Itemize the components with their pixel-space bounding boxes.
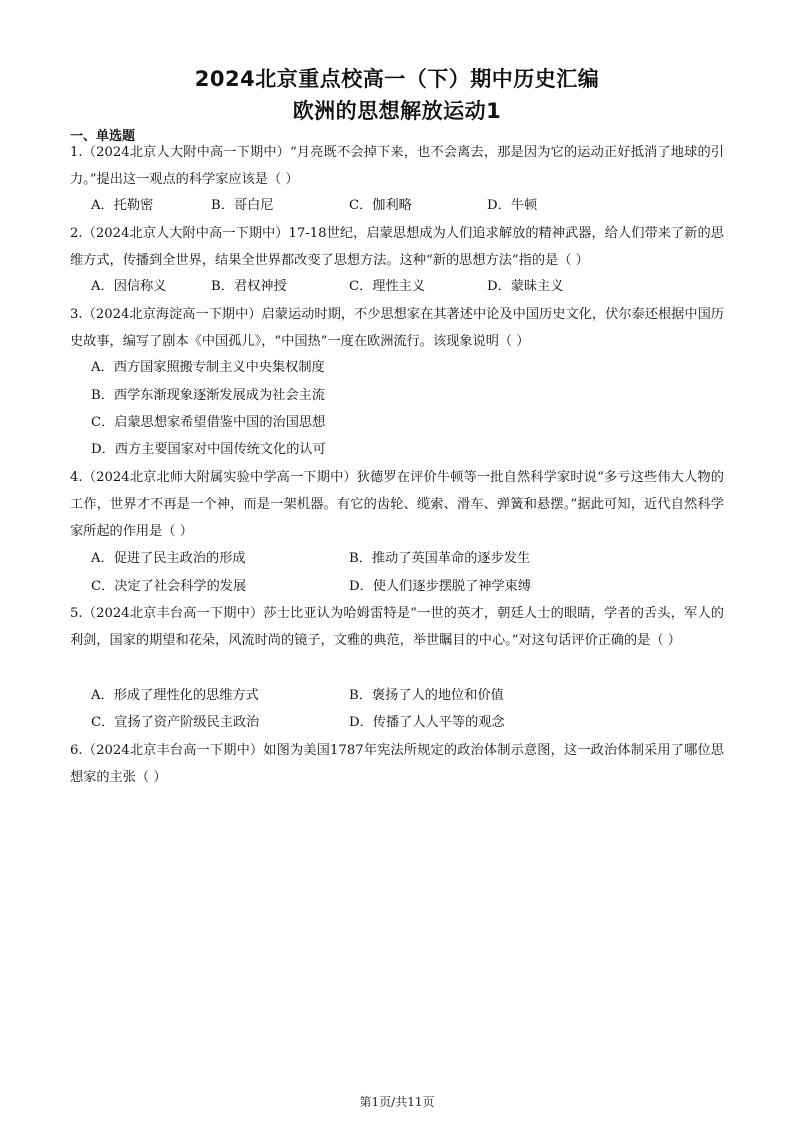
q2-option-a: A．因信称义	[91, 279, 167, 294]
q3-option-b: B．西学东渐现象逐渐发展成为社会主流	[91, 388, 325, 403]
q2-option-c: C．理性主义	[349, 279, 426, 294]
section-heading: 一、单选题	[70, 129, 136, 144]
document-title: 2024北京重点校高一（下）期中历史汇编	[194, 67, 600, 91]
q5-option-a: A．形成了理性化的思维方式	[91, 688, 259, 703]
question-4: 4.（2024北京北师大附属实验中学高一下期中）狄德罗在评价牛顿等一批自然科学家时说“多亏这些伟大人物的工作，世界才不再是一个神，而是一架机器。有它的齿轮、缆索、滑车、弹簧和悬摆。”据此可知，近代自然科学家所起的作用是（ ）	[70, 470, 724, 539]
q4-option-c: C．决定了社会科学的发展	[91, 579, 247, 594]
q2-option-b: B．君权神授	[211, 279, 287, 294]
q3-option-c: C．启蒙思想家希望借鉴中国的治国思想	[91, 415, 326, 430]
q2-option-d: D．蒙昧主义	[487, 279, 564, 294]
q3-option-d: D．西方主要国家对中国传统文化的认可	[91, 442, 326, 457]
q4-option-a: A．促进了民主政治的形成	[91, 551, 246, 566]
q5-option-d: D．传播了人人平等的观念	[349, 715, 505, 730]
q5-option-c: C．宣扬了资产阶级民主政治	[91, 715, 260, 730]
q4-option-b: B．推动了英国革命的逐步发生	[349, 551, 531, 566]
question-3: 3.（2024北京海淀高一下期中）启蒙运动时期，不少思想家在其著述中论及中国历史文化，伏尔泰还根据中国历史故事，编写了剧本《中国孤儿》，“中国热”一度在欧洲流行。该现象说明（ ）	[70, 307, 724, 349]
q3-option-a: A．西方国家照搬专制主义中央集权制度	[91, 360, 325, 375]
q5-option-b: B．褒扬了人的地位和价值	[349, 688, 504, 703]
q1-option-d: D．牛顿	[487, 198, 538, 213]
question-5: 5.（2024北京丰台高一下期中）莎士比亚认为哈姆雷特是“一世的英才，朝廷人士的眼睛，学者的舌头，军人的利剑，国家的期望和花朵，风流时尚的镜子，文雅的典范，举世瞩目的中心。”对这句话评价正确的是（ ）	[70, 606, 724, 648]
document-subtitle: 欧洲的思想解放运动1	[292, 99, 502, 123]
q1-option-a: A．托勒密	[91, 198, 154, 213]
question-6: 6.（2024北京丰台高一下期中）如图为美国1787年宪法所规定的政治体制示意图，这一政治体制采用了哪位思想家的主张（ ）	[70, 743, 724, 785]
q4-option-d: D．使人们逐步摆脱了神学束缚	[349, 579, 532, 594]
q1-option-b: B．哥白尼	[211, 198, 274, 213]
q1-option-c: C．伽利略	[349, 198, 412, 213]
question-2: 2.（2024北京人大附中高一下期中）17-18世纪，启蒙思想成为人们追求解放的精神武器，给人们带来了新的思维方式，传播到全世界，结果全世界都改变了思想方法。这种“新的思想方法”指的是（ ）	[70, 226, 724, 268]
question-1: 1.（2024北京人大附中高一下期中）“月亮既不会掉下来，也不会离去，那是因为它的运动正好抵消了地球的引力。”提出这一观点的科学家应该是（ ）	[70, 145, 724, 187]
page-footer: 第1页/共11页	[359, 1095, 435, 1109]
